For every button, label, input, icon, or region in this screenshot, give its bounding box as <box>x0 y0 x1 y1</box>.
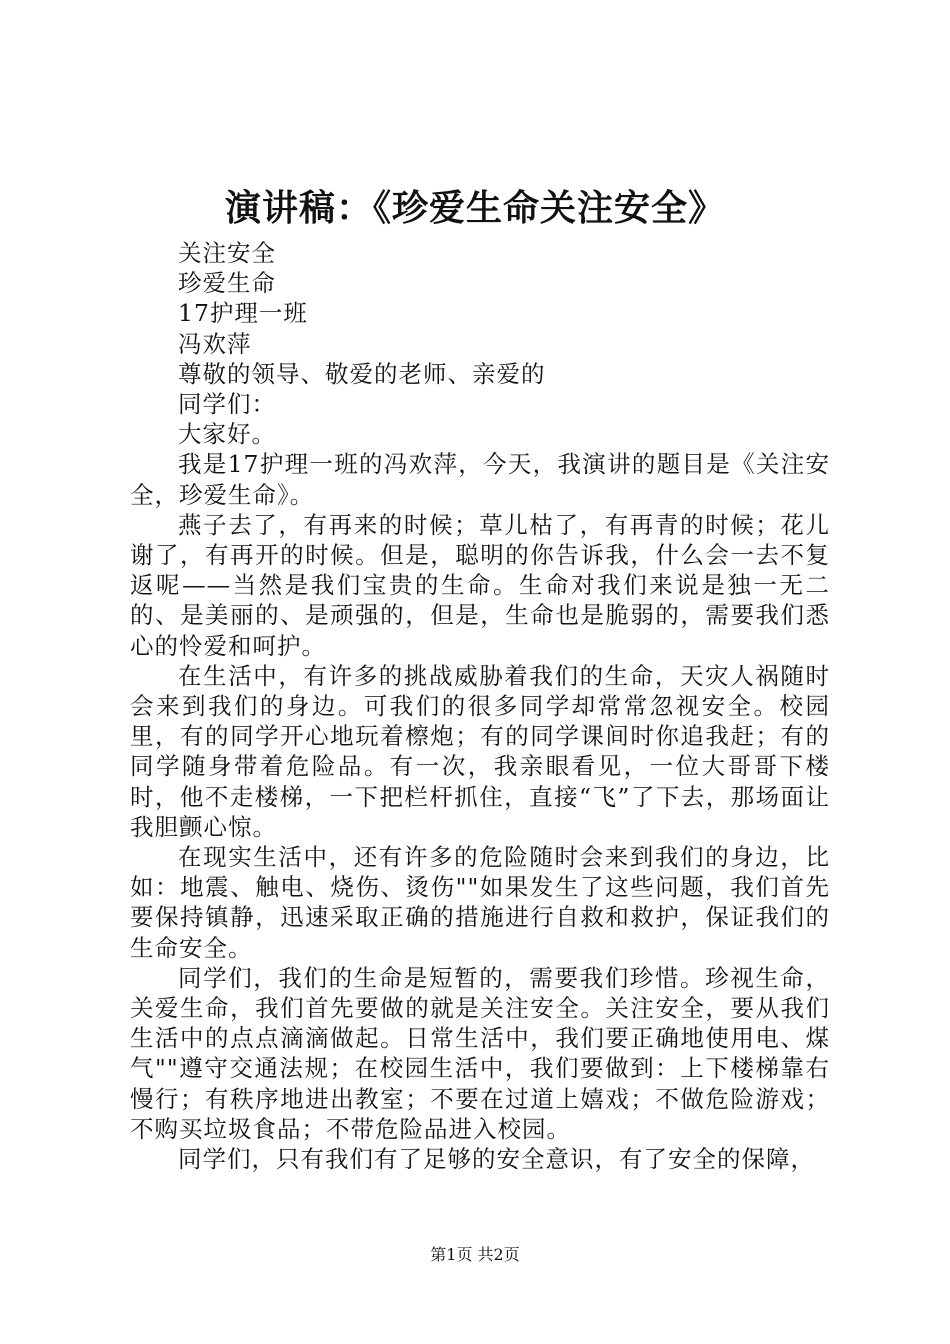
paragraph: 我是17护理一班的冯欢萍，今天，我演讲的题目是《关注安全，珍爱生命》。 <box>130 450 830 509</box>
paragraph: 在生活中，有许多的挑战威胁着我们的生命，天灾人祸随时会来到我们的身边。可我们的很多同学却常常忽视安全。校园里，有的同学开心地玩着檫炮；有的同学课间时你追我赶；有的同学随身带着危险品。有一次，我亲眼看见，一位大哥哥下楼时，他不走楼梯，一下把栏杆抓住，直接“飞”了下去，那场面让我胆颤心惊。 <box>130 661 830 841</box>
page-footer: 第1页 共2页 <box>430 1245 520 1264</box>
header-line: 大家好。 <box>178 420 276 449</box>
document-body <box>130 238 830 1174</box>
header-line: 17护理一班 <box>178 299 308 328</box>
header-line: 关注安全 <box>178 239 276 267</box>
paragraph: 同学们，我们的生命是短暂的，需要我们珍惜。珍视生命，关爱生命，我们首先要做的就是关注安全。关注安全，要从我们生活中的点点滴滴做起。日常生活中，我们要正确地使用电、煤气""遵守交通法规；在校园生活中，我们要做到：上下楼梯靠右慢行；有秩序地进出教室；不要在过道上嬉戏；不做危险游戏；不购买垃圾食品；不带危险品进入校园。 <box>130 963 830 1143</box>
header-line: 珍爱生命 <box>178 269 276 298</box>
header-line: 尊敬的领导、敬爱的老师、亲爱的 <box>178 359 546 388</box>
paragraph: 燕子去了，有再来的时候；草儿枯了，有再青的时候；花儿谢了，有再开的时候。但是，聪明的你告诉我，什么会一去不复返呢——当然是我们宝贵的生命。生命对我们来说是独一无二的、是美丽的、是顽强的，但是，生命也是脆弱的，需要我们悉心的怜爱和呵护。 <box>130 510 830 660</box>
paragraph: 同学们，只有我们有了足够的安全意识，有了安全的保障， <box>178 1145 815 1174</box>
header-line: 冯欢萍 <box>178 329 252 358</box>
paragraph: 在现实生活中，还有许多的危险随时会来到我们的身边，比如：地震、触电、烧伤、烫伤""如果发生了这些问题，我们首先要保持镇静，迅速采取正确的措施进行自救和救护，保证我们的生命安全。 <box>130 843 830 962</box>
document-title: 演讲稿：《珍爱生命关注安全》 <box>224 187 725 229</box>
header-line: 同学们： <box>178 390 276 419</box>
